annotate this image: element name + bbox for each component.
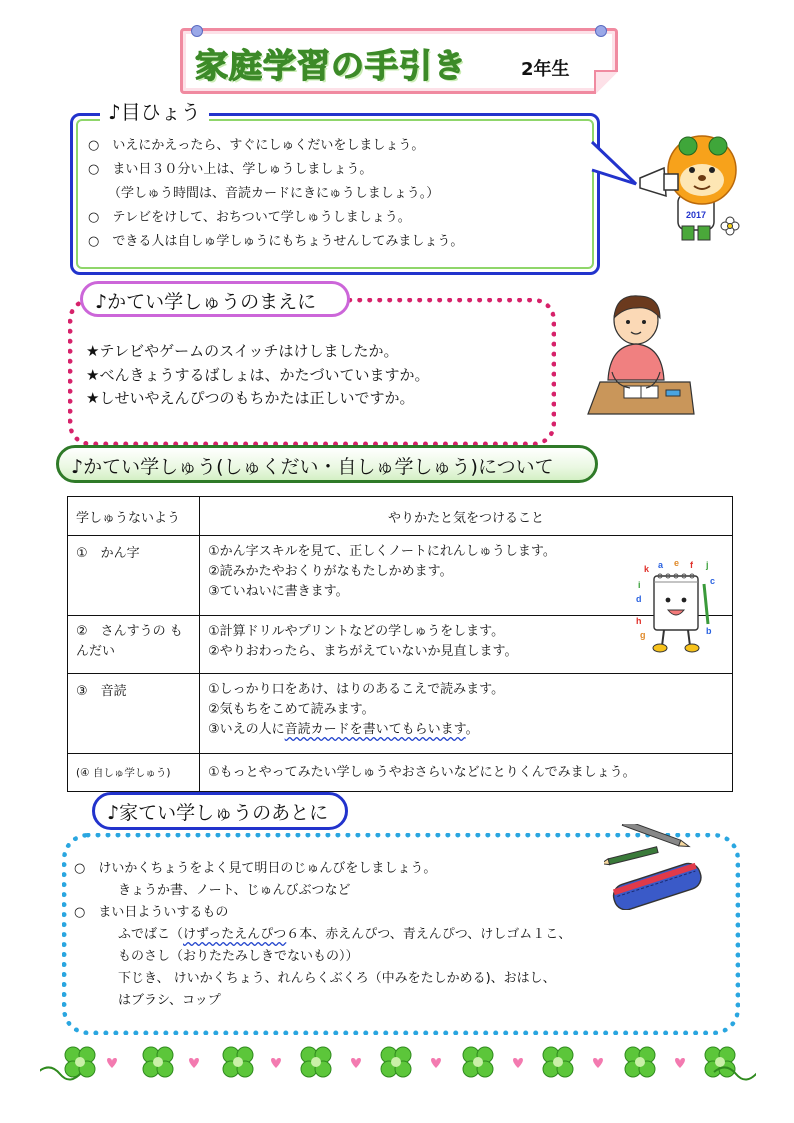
- clover-border-decoration: [40, 1040, 756, 1090]
- title-banner: [180, 28, 618, 94]
- grade-label: 2年生: [521, 59, 570, 80]
- instruction-line: ②やりおわったら、まちがえていないか見直します。: [208, 644, 518, 659]
- pencil-case-illustration: [604, 824, 708, 910]
- check-line: ★しせいやえんぴつのもちかたは正しいですか。: [86, 389, 415, 407]
- column-header: 学しゅうないよう: [68, 497, 200, 536]
- goal-line: ○ まい日３０分い上は、学しゅうしましょう。: [88, 162, 373, 177]
- after-line: ○ けいかくちょうをよく見て明日のじゅんびをしましょう。: [74, 861, 437, 876]
- column-header: やりかたと気をつけること: [200, 497, 733, 536]
- svg-text:h: h: [636, 616, 642, 626]
- instructions-cell: [200, 674, 733, 754]
- after-line: ふでばこ（けずったえんぴつ６本、赤えんぴつ、青えんぴつ、けしゴム１こ、: [118, 927, 572, 942]
- instruction-line: ①計算ドリルやプリントなどの学しゅうをします。: [208, 624, 505, 639]
- before-study-title: ♪かてい学しゅうのまえに: [80, 281, 350, 317]
- instruction-line: ①もっとやってみたい学しゅうやおさらいなどにとりくんでみましょう。: [208, 764, 636, 780]
- instructions-cell: [200, 754, 733, 792]
- svg-text:f: f: [690, 560, 693, 570]
- subject-cell: ③ 音読: [68, 674, 200, 754]
- after-line: ○ まい日よういするもの: [74, 905, 229, 920]
- table-header-row: [68, 497, 733, 536]
- table-row: [68, 674, 733, 754]
- goal-line: （学しゅう時間は、音読カードにきにゅうしましょう。）: [108, 186, 440, 201]
- homework-section-title: ♪かてい学しゅう(しゅくだい・自しゅ学しゅう)について: [56, 445, 598, 483]
- instruction-line: ①しっかり口をあけ、はりのあるこえで読みます。: [208, 682, 505, 697]
- instruction-line: ③いえの人に音読カードを書いてもらいます。: [208, 722, 479, 737]
- instruction-line: ②気もちをこめて読みます。: [208, 702, 375, 717]
- svg-text:d: d: [636, 594, 642, 604]
- after-line: はブラシ、コップ: [118, 993, 221, 1008]
- check-line: ★べんきょうするばしょは、かたづいていますか。: [86, 365, 430, 384]
- pin-icon: [191, 25, 203, 37]
- notebook-character-illustration: [634, 560, 720, 656]
- subject-cell: (④ 自しゅ学しゅう): [68, 754, 200, 792]
- instruction-line: ①かん字スキルを見て、正しくノートにれんしゅうします。: [208, 544, 556, 559]
- after-line: ものさし（おりたたみしきでないもの））: [118, 949, 359, 964]
- page-curl-decoration: [594, 70, 618, 94]
- after-line: 下じき、 けいかくちょう、れんらくぶくろ（中みをたしかめる)、おはし、: [118, 971, 556, 986]
- svg-text:j: j: [706, 560, 709, 570]
- subject-cell: ① かん字: [68, 536, 200, 616]
- svg-text:g: g: [640, 630, 646, 640]
- svg-text:c: c: [710, 576, 716, 586]
- after-line: きょうか書、ノート、じゅんびぶつなど: [118, 883, 351, 898]
- goal-line: ○ できる人は自しゅ学しゅうにもちょうせんしてみましょう。: [88, 234, 464, 249]
- goals-list: [88, 134, 463, 254]
- svg-text:k: k: [644, 564, 650, 574]
- goal-line: ○ いえにかえったら、すぐにしゅくだいをしましょう。: [88, 138, 425, 153]
- svg-text:e: e: [674, 560, 680, 568]
- svg-text:b: b: [706, 626, 712, 636]
- after-study-list: [74, 858, 571, 1012]
- check-line: ★テレビやゲームのスイッチはけしましたか。: [86, 342, 399, 360]
- table-row: [68, 616, 733, 674]
- svg-text:a: a: [658, 560, 664, 570]
- mascot-badge: 2017: [685, 210, 707, 220]
- studying-boy-illustration: [586, 290, 696, 418]
- pin-icon: [595, 25, 607, 37]
- mascot-illustration: [636, 130, 744, 248]
- instruction-line: ②読みかたやおくりがなもたしかめます。: [208, 564, 453, 579]
- table-row: [68, 536, 733, 616]
- svg-text:i: i: [638, 580, 641, 590]
- subject-cell: ② さんすうの もんだい: [68, 616, 200, 674]
- before-study-list: [86, 340, 429, 411]
- page-title: 家庭学習の手引き: [195, 46, 467, 85]
- table-row: [68, 754, 733, 792]
- after-study-title: ♪家てい学しゅうのあとに: [92, 792, 348, 830]
- instruction-line: ③ていねいに書きます。: [208, 584, 349, 599]
- goals-title: ♪目ひょう: [100, 96, 209, 125]
- goal-line: ○ テレビをけして、おちついて学しゅうしましょう。: [88, 210, 411, 225]
